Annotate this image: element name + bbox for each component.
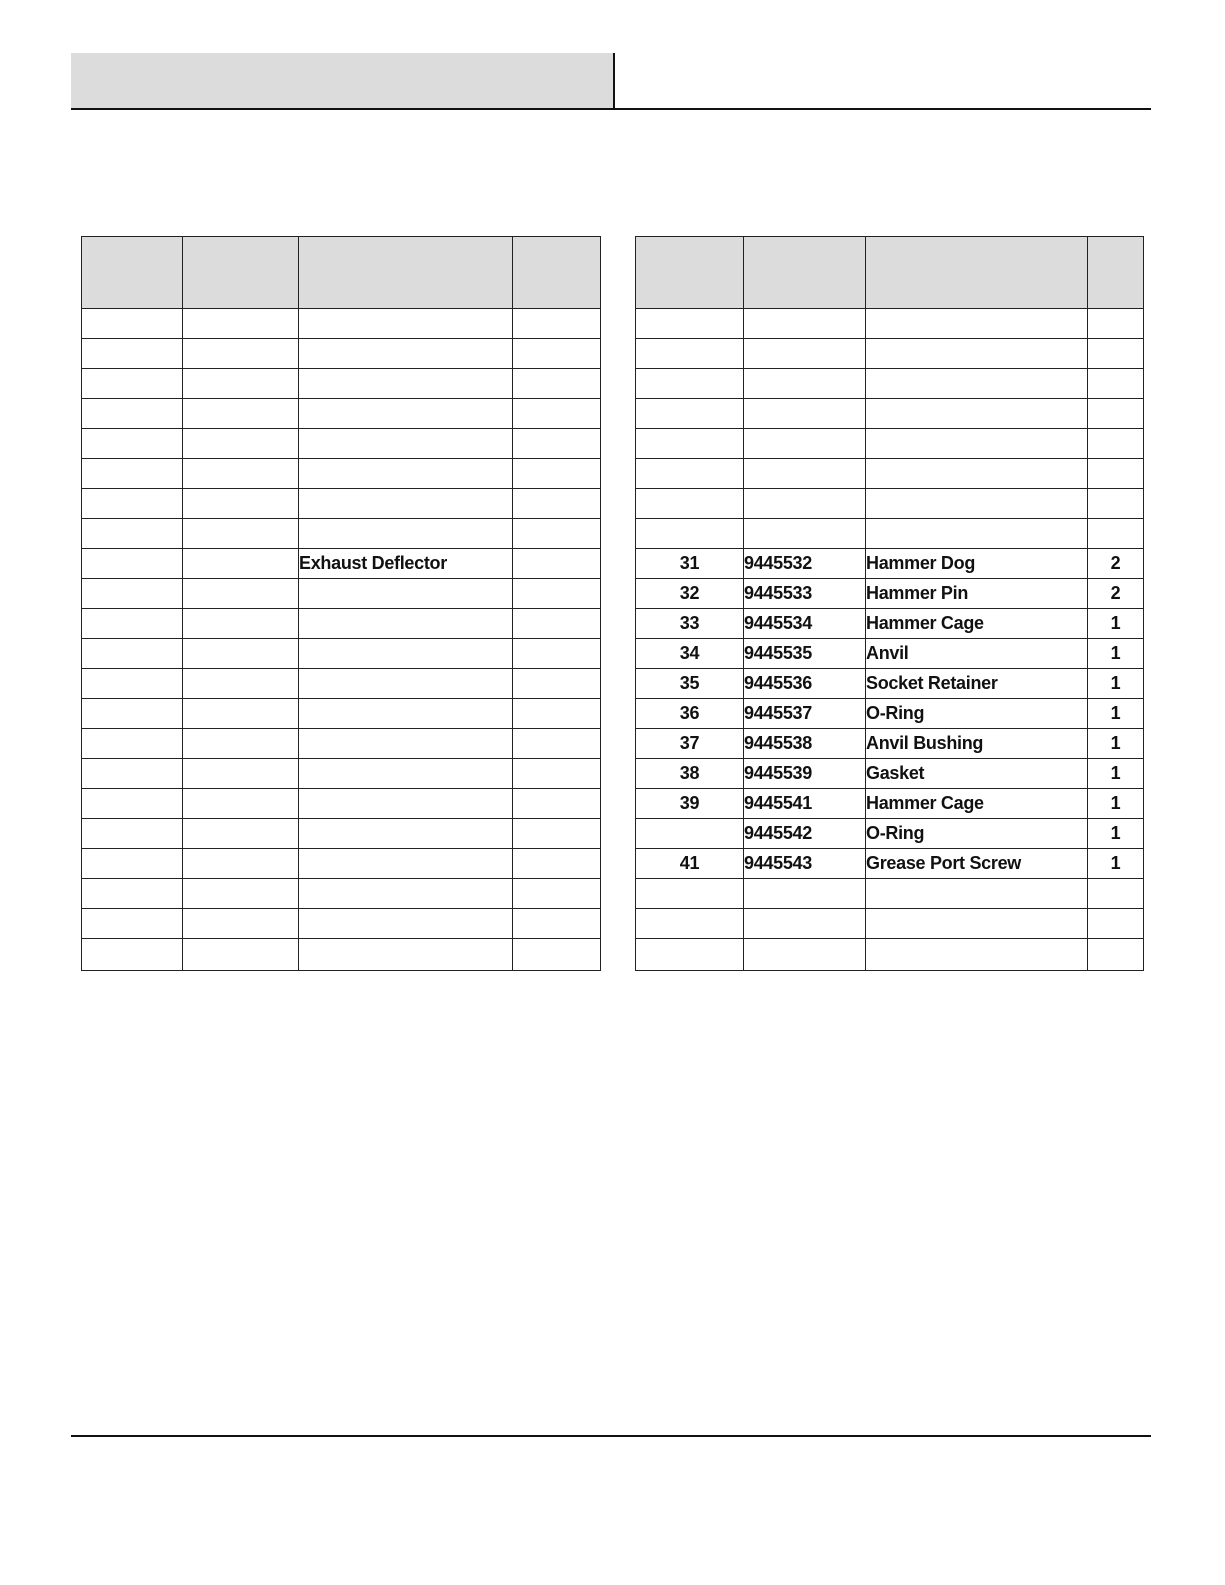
header-cell-part-number [744, 237, 866, 309]
cell-part-number [183, 669, 299, 699]
cell-part-number [183, 849, 299, 879]
cell-item-number [636, 879, 744, 909]
cell-part-number: 9445539 [744, 759, 866, 789]
cell-quantity: 1 [1088, 789, 1144, 819]
cell-quantity: 1 [1088, 699, 1144, 729]
cell-quantity [1088, 489, 1144, 519]
cell-part-number: 9445535 [744, 639, 866, 669]
cell-part-number [183, 789, 299, 819]
cell-part-number [744, 519, 866, 549]
cell-quantity: 1 [1088, 729, 1144, 759]
cell-quantity: 1 [1088, 669, 1144, 699]
cell-description [299, 429, 513, 459]
parts-table-right [635, 236, 1144, 971]
table-header-row [636, 237, 1144, 309]
table-row [82, 429, 601, 459]
cell-item-number [636, 339, 744, 369]
table-row [82, 309, 601, 339]
cell-quantity [1088, 519, 1144, 549]
cell-quantity [513, 939, 601, 971]
cell-item-number: 31 [636, 549, 744, 579]
cell-quantity [1088, 369, 1144, 399]
cell-description [299, 579, 513, 609]
cell-item-number [82, 759, 183, 789]
cell-part-number [744, 879, 866, 909]
cell-part-number [744, 369, 866, 399]
cell-part-number [183, 429, 299, 459]
cell-item-number [636, 369, 744, 399]
cell-quantity [513, 759, 601, 789]
cell-quantity [1088, 339, 1144, 369]
cell-quantity [513, 579, 601, 609]
cell-quantity: 2 [1088, 549, 1144, 579]
table-row [636, 819, 1144, 849]
cell-part-number [744, 309, 866, 339]
table-row [636, 429, 1144, 459]
cell-item-number: 36 [636, 699, 744, 729]
table-row [636, 849, 1144, 879]
cell-part-number [183, 609, 299, 639]
cell-description [866, 879, 1088, 909]
cell-description [866, 429, 1088, 459]
cell-description: Hammer Cage [866, 789, 1088, 819]
cell-quantity: 1 [1088, 609, 1144, 639]
cell-description: Anvil Bushing [866, 729, 1088, 759]
cell-part-number: 9445538 [744, 729, 866, 759]
cell-quantity [513, 609, 601, 639]
cell-part-number: 9445536 [744, 669, 866, 699]
cell-item-number [82, 879, 183, 909]
cell-description [299, 819, 513, 849]
cell-quantity [513, 489, 601, 519]
header-cell-quantity [513, 237, 601, 309]
table-row [82, 549, 601, 579]
table-row [82, 399, 601, 429]
cell-item-number: 37 [636, 729, 744, 759]
cell-quantity: 1 [1088, 759, 1144, 789]
cell-description: O-Ring [866, 819, 1088, 849]
header-cell-no [82, 237, 183, 309]
cell-description [299, 909, 513, 939]
cell-item-number: 34 [636, 639, 744, 669]
table-row [82, 759, 601, 789]
cell-description: Hammer Dog [866, 549, 1088, 579]
header-cell-part-number [183, 237, 299, 309]
cell-item-number [82, 789, 183, 819]
cell-item-number [82, 819, 183, 849]
cell-part-number [183, 909, 299, 939]
cell-item-number [82, 549, 183, 579]
cell-item-number [82, 849, 183, 879]
cell-item-number [82, 459, 183, 489]
cell-part-number [183, 309, 299, 339]
cell-part-number [183, 519, 299, 549]
cell-item-number: 38 [636, 759, 744, 789]
cell-description [866, 339, 1088, 369]
cell-description [299, 879, 513, 909]
cell-description: Hammer Cage [866, 609, 1088, 639]
cell-quantity [513, 399, 601, 429]
table-row [636, 609, 1144, 639]
cell-description [299, 609, 513, 639]
table-row [636, 879, 1144, 909]
table-row [636, 939, 1144, 971]
cell-quantity [513, 459, 601, 489]
header-cell-description [299, 237, 513, 309]
cell-quantity [1088, 459, 1144, 489]
cell-description [299, 759, 513, 789]
cell-quantity [1088, 939, 1144, 971]
cell-quantity [1088, 429, 1144, 459]
cell-part-number [183, 939, 299, 971]
cell-description [866, 309, 1088, 339]
cell-item-number [82, 909, 183, 939]
table-row [636, 669, 1144, 699]
cell-item-number: 33 [636, 609, 744, 639]
parts-table-left [81, 236, 601, 971]
cell-description: Anvil [866, 639, 1088, 669]
header-cell-description [866, 237, 1088, 309]
cell-quantity [513, 639, 601, 669]
cell-item-number [636, 819, 744, 849]
cell-item-number [82, 669, 183, 699]
cell-description: Socket Retainer [866, 669, 1088, 699]
cell-description [866, 909, 1088, 939]
cell-description [299, 849, 513, 879]
cell-item-number [636, 459, 744, 489]
cell-item-number [636, 399, 744, 429]
cell-description: Hammer Pin [866, 579, 1088, 609]
cell-part-number [183, 639, 299, 669]
cell-item-number [82, 339, 183, 369]
cell-part-number: 9445541 [744, 789, 866, 819]
table-row [82, 519, 601, 549]
table-row [82, 699, 601, 729]
cell-quantity [1088, 309, 1144, 339]
table-row [82, 819, 601, 849]
cell-quantity [513, 729, 601, 759]
cell-quantity: 1 [1088, 819, 1144, 849]
cell-description: Gasket [866, 759, 1088, 789]
cell-quantity [513, 309, 601, 339]
cell-quantity [513, 549, 601, 579]
table-row [82, 939, 601, 971]
cell-part-number [183, 879, 299, 909]
cell-description [299, 789, 513, 819]
cell-part-number [744, 339, 866, 369]
cell-quantity [513, 339, 601, 369]
table-row [82, 729, 601, 759]
cell-quantity [513, 849, 601, 879]
cell-description [866, 399, 1088, 429]
cell-part-number [744, 459, 866, 489]
cell-quantity [1088, 909, 1144, 939]
table-row [636, 639, 1144, 669]
cell-item-number [82, 309, 183, 339]
table-row [636, 519, 1144, 549]
cell-description: O-Ring [866, 699, 1088, 729]
table-row [636, 759, 1144, 789]
table-row [82, 669, 601, 699]
cell-part-number [183, 369, 299, 399]
cell-part-number [183, 489, 299, 519]
cell-description: Exhaust Deflector [299, 549, 513, 579]
cell-part-number: 9445537 [744, 699, 866, 729]
table-row [82, 789, 601, 819]
table-row [82, 879, 601, 909]
table-row [82, 579, 601, 609]
cell-part-number [744, 939, 866, 971]
cell-item-number [636, 429, 744, 459]
cell-part-number [183, 579, 299, 609]
cell-item-number [636, 309, 744, 339]
cell-description [866, 369, 1088, 399]
cell-description [299, 309, 513, 339]
cell-item-number [82, 519, 183, 549]
header-title-band [71, 53, 615, 108]
cell-description [299, 729, 513, 759]
table-row [636, 309, 1144, 339]
table-row [636, 489, 1144, 519]
table-row [636, 789, 1144, 819]
table-row [82, 459, 601, 489]
cell-item-number: 41 [636, 849, 744, 879]
cell-part-number [744, 909, 866, 939]
footer-rule [71, 1435, 1151, 1437]
header-rule [71, 108, 1151, 110]
cell-part-number [183, 819, 299, 849]
cell-quantity [513, 519, 601, 549]
cell-description [299, 399, 513, 429]
cell-description [866, 939, 1088, 971]
cell-description [299, 669, 513, 699]
cell-quantity: 1 [1088, 639, 1144, 669]
cell-description [299, 699, 513, 729]
cell-description [299, 339, 513, 369]
cell-item-number [636, 909, 744, 939]
cell-part-number [183, 339, 299, 369]
header-cell-quantity [1088, 237, 1144, 309]
cell-item-number [82, 579, 183, 609]
cell-description [866, 459, 1088, 489]
table-row [636, 399, 1144, 429]
cell-item-number [82, 939, 183, 971]
cell-item-number [82, 429, 183, 459]
cell-item-number: 39 [636, 789, 744, 819]
cell-item-number [636, 489, 744, 519]
table-row [82, 489, 601, 519]
table-row [636, 459, 1144, 489]
cell-description [299, 489, 513, 519]
cell-part-number [744, 489, 866, 519]
cell-item-number [636, 519, 744, 549]
table-row [82, 339, 601, 369]
table-row [82, 849, 601, 879]
cell-quantity: 1 [1088, 849, 1144, 879]
cell-item-number: 35 [636, 669, 744, 699]
cell-item-number: 32 [636, 579, 744, 609]
cell-part-number: 9445533 [744, 579, 866, 609]
cell-description [299, 939, 513, 971]
cell-part-number [183, 759, 299, 789]
table-row [82, 639, 601, 669]
table-row [636, 909, 1144, 939]
cell-description [299, 519, 513, 549]
table-row [636, 699, 1144, 729]
table-row [82, 909, 601, 939]
cell-quantity [513, 789, 601, 819]
cell-part-number [183, 459, 299, 489]
table-row [636, 579, 1144, 609]
cell-part-number [183, 729, 299, 759]
cell-item-number [82, 369, 183, 399]
cell-quantity [1088, 399, 1144, 429]
cell-description [299, 369, 513, 399]
cell-quantity [513, 669, 601, 699]
table-row [636, 729, 1144, 759]
cell-quantity [513, 879, 601, 909]
cell-item-number [82, 699, 183, 729]
cell-item-number [82, 489, 183, 519]
table-row [636, 549, 1144, 579]
cell-item-number [82, 639, 183, 669]
cell-part-number [744, 399, 866, 429]
cell-description [866, 489, 1088, 519]
cell-part-number: 9445534 [744, 609, 866, 639]
table-header-row [82, 237, 601, 309]
cell-part-number: 9445532 [744, 549, 866, 579]
cell-quantity [513, 369, 601, 399]
cell-description [299, 459, 513, 489]
cell-description: Grease Port Screw [866, 849, 1088, 879]
cell-part-number: 9445542 [744, 819, 866, 849]
cell-part-number [744, 429, 866, 459]
cell-quantity [513, 909, 601, 939]
cell-quantity: 2 [1088, 579, 1144, 609]
cell-quantity [513, 819, 601, 849]
cell-item-number [636, 939, 744, 971]
cell-description [866, 519, 1088, 549]
cell-description [299, 639, 513, 669]
cell-quantity [1088, 879, 1144, 909]
cell-item-number [82, 399, 183, 429]
cell-part-number [183, 549, 299, 579]
cell-item-number [82, 609, 183, 639]
header-cell-no [636, 237, 744, 309]
cell-quantity [513, 429, 601, 459]
cell-part-number [183, 699, 299, 729]
table-row [636, 369, 1144, 399]
cell-part-number [183, 399, 299, 429]
cell-part-number: 9445543 [744, 849, 866, 879]
table-row [636, 339, 1144, 369]
cell-quantity [513, 699, 601, 729]
table-row [82, 369, 601, 399]
cell-item-number [82, 729, 183, 759]
table-row [82, 609, 601, 639]
